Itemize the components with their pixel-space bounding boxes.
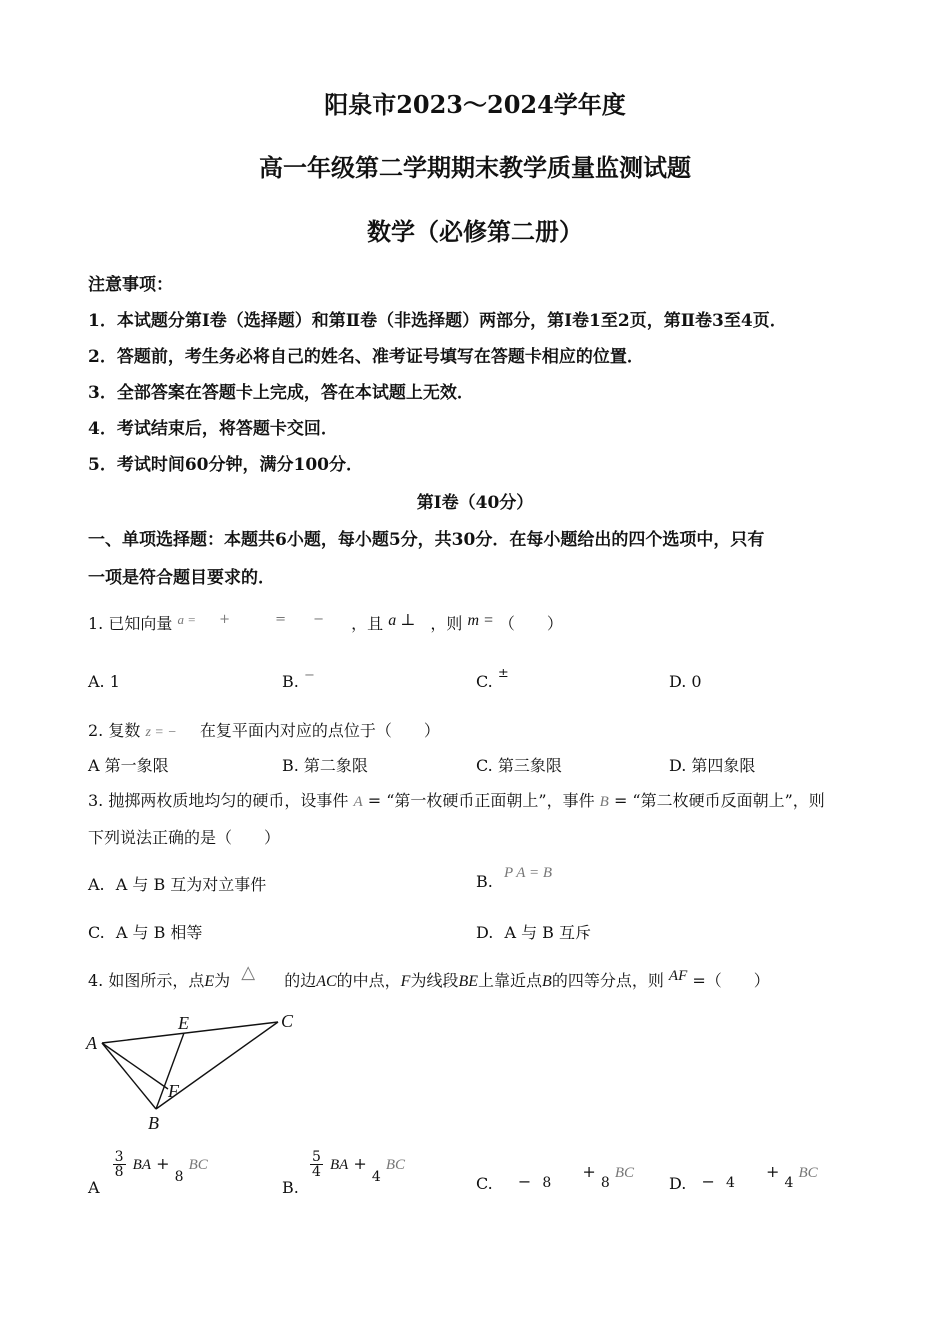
q1-suffix: （ ） bbox=[498, 614, 563, 633]
q2-fragment: z = − bbox=[145, 725, 177, 740]
q4-text-d: 的中点， bbox=[336, 971, 401, 990]
q3-event-b: B bbox=[599, 794, 609, 810]
q4-option-c-den2: 8 bbox=[600, 1175, 610, 1191]
q4-text-a: 4. 如图所示，点 bbox=[88, 971, 205, 990]
q4-text-c: 的边 bbox=[284, 971, 317, 990]
q4-text-f: 上靠近点 bbox=[478, 971, 543, 990]
q4-option-c-minus: − bbox=[517, 1172, 532, 1191]
q1-option-b-value: − bbox=[303, 668, 315, 683]
segment-ac bbox=[102, 1022, 278, 1043]
volume-heading: 第Ⅰ卷（40分） bbox=[416, 493, 534, 513]
q4-option-a-vec2: BC bbox=[188, 1157, 208, 1173]
q4-text-b: 为 bbox=[214, 971, 231, 990]
q4-option-a-num: 3 bbox=[114, 1149, 124, 1165]
q3-text-b: = “第一枚硬币正面朝上”，事件 bbox=[367, 791, 595, 810]
exam-title-line1: 阳泉市2023～2024学年度 bbox=[324, 90, 626, 119]
q4-option-d-minus: − bbox=[701, 1172, 715, 1191]
q3-option-d-text: A 与 B 互斥 bbox=[504, 923, 592, 942]
q3-option-a-label: A. bbox=[88, 875, 105, 894]
q2-option-d: D. 第四象限 bbox=[669, 756, 756, 775]
q4-option-a-den: 8 bbox=[114, 1164, 124, 1180]
question-3-line1 bbox=[88, 788, 825, 811]
q4-option-a-label: A bbox=[88, 1178, 100, 1197]
q3-option-a bbox=[88, 872, 266, 895]
q3-text-a: 3. 抛掷两枚质地均匀的硬币，设事件 bbox=[88, 791, 349, 810]
q4-option-a-den2: 8 bbox=[174, 1169, 184, 1185]
label-f: F bbox=[168, 1081, 179, 1101]
q3-option-c bbox=[88, 920, 202, 943]
q4-option-d-vec2: BC bbox=[798, 1165, 818, 1181]
q4-option-b-label: B. bbox=[282, 1178, 299, 1197]
notice-item-1: 1．本试题分第Ⅰ卷（选择题）和第Ⅱ卷（非选择题）两部分，第Ⅰ卷1至2页，第Ⅱ卷3至4页． bbox=[88, 311, 787, 331]
q3-event-a: A bbox=[353, 794, 363, 810]
notice-item-3: 3．全部答案在答题卡上完成，答在本试题上无效． bbox=[88, 383, 474, 403]
q4-option-b-den2: 4 bbox=[371, 1169, 381, 1185]
q1-option-b-label: B. bbox=[282, 672, 299, 691]
q4-option-c-vec2: BC bbox=[614, 1165, 635, 1181]
question-2 bbox=[88, 718, 440, 741]
q4-text-e: 为线段 bbox=[410, 971, 459, 990]
q4-option-a-vec1: BA bbox=[132, 1157, 151, 1173]
q4-text-g: 的四等分点，则 bbox=[551, 971, 664, 990]
q1-option-a: A. 1 bbox=[88, 672, 120, 691]
q1-option-c-label: C. bbox=[476, 672, 493, 691]
triangle-figure bbox=[80, 1005, 310, 1135]
q4-option-d-den2: 4 bbox=[784, 1175, 794, 1191]
q3-text-c: = “第二枚硬币反面朝上”，则 bbox=[613, 791, 825, 810]
q1-fragment-5: a ⊥ bbox=[388, 612, 416, 629]
q4-option-b-vec1: BA bbox=[329, 1157, 349, 1173]
q1-fragment-4: − bbox=[313, 612, 324, 627]
q4-option-a-plus: + bbox=[156, 1154, 170, 1173]
q4-option-d-label: D. bbox=[669, 1174, 687, 1193]
q4-vector-af: AF bbox=[668, 968, 688, 984]
q4-option-b-num: 5 bbox=[311, 1149, 321, 1165]
notice-item-4: 4．考试结束后，将答题卡交回． bbox=[88, 419, 338, 439]
segment-ab bbox=[102, 1043, 156, 1109]
exam-title-line2: 高一年级第二学期期末教学质量监测试题 bbox=[259, 153, 691, 182]
q4-option-d bbox=[669, 1150, 818, 1193]
label-b: B bbox=[148, 1113, 159, 1133]
q4-segment-be: BE bbox=[458, 973, 479, 990]
q4-point-b: B bbox=[542, 973, 552, 990]
q4-option-b-den: 4 bbox=[311, 1164, 321, 1180]
q4-option-c-den: 8 bbox=[542, 1175, 552, 1191]
q3-option-d bbox=[476, 920, 591, 943]
q2-suffix: 在复平面内对应的点位于（ ） bbox=[199, 721, 440, 740]
q1-fragment-2: + bbox=[219, 612, 230, 627]
part-instruction-line2: 一项是符合题目要求的． bbox=[88, 568, 275, 588]
exam-title-line3: 数学（必修第二册） bbox=[367, 217, 583, 246]
q4-point-f: F bbox=[400, 973, 411, 990]
q4-text-h: =（ ） bbox=[692, 971, 770, 990]
q4-triangle-symbol: △ bbox=[241, 962, 256, 983]
q3-option-d-label: D. bbox=[476, 923, 494, 942]
q4-option-c-plus: + bbox=[582, 1162, 596, 1181]
q1-option-c-value: ± bbox=[497, 666, 509, 681]
question-4 bbox=[88, 962, 770, 991]
q3-option-b bbox=[476, 865, 552, 892]
q4-option-b-plus: + bbox=[353, 1154, 367, 1173]
q4-segment-ac: AC bbox=[316, 973, 337, 990]
q1-fragment-3: = bbox=[275, 612, 286, 627]
label-e: E bbox=[178, 1013, 189, 1033]
q4-option-a bbox=[88, 1149, 208, 1197]
part-instruction-line1: 一、单项选择题：本题共6小题，每小题5分，共30分．在每小题给出的四个选项中，只有 bbox=[88, 530, 765, 550]
q1-fragment-6: m = bbox=[467, 612, 494, 629]
q4-option-c bbox=[476, 1150, 635, 1193]
q4-option-d-den: 4 bbox=[725, 1175, 735, 1191]
q4-option-d-plus: + bbox=[765, 1162, 780, 1181]
q1-mid: ，且 bbox=[351, 614, 384, 633]
question-3-line2: 下列说法正确的是（ ） bbox=[88, 828, 281, 847]
q3-option-a-text: A 与 B 互为对立事件 bbox=[115, 875, 267, 894]
q1-mid2: ，则 bbox=[430, 614, 463, 633]
q4-point-e: E bbox=[204, 973, 215, 990]
q2-option-a: A 第一象限 bbox=[88, 756, 169, 775]
q1-option-b bbox=[282, 668, 315, 691]
q1-fragment-1: a = bbox=[177, 612, 196, 627]
q1-prefix: 1. 已知向量 bbox=[88, 614, 173, 633]
q3-option-c-label: C. bbox=[88, 923, 105, 942]
question-1 bbox=[88, 611, 563, 634]
q2-option-b: B. 第二象限 bbox=[282, 756, 368, 775]
q1-option-c bbox=[476, 666, 509, 691]
q3-option-b-text: P A = B bbox=[503, 865, 552, 881]
q2-option-c: C. 第三象限 bbox=[476, 756, 562, 775]
q2-prefix: 2. 复数 bbox=[88, 721, 141, 740]
q4-option-b-fraction bbox=[310, 1150, 323, 1179]
label-a: A bbox=[86, 1033, 97, 1053]
notice-heading: 注意事项： bbox=[88, 275, 173, 295]
notice-item-5: 5．考试时间60分钟，满分100分． bbox=[88, 455, 363, 475]
q4-option-b bbox=[282, 1149, 406, 1197]
label-c: C bbox=[281, 1011, 294, 1031]
segment-af bbox=[102, 1043, 168, 1089]
q4-option-b-vec2: BC bbox=[385, 1157, 406, 1173]
notice-item-2: 2．答题前，考生务必将自己的姓名、准考证号填写在答题卡相应的位置． bbox=[88, 347, 644, 367]
q4-option-a-fraction bbox=[113, 1150, 126, 1179]
q3-option-b-label: B. bbox=[476, 872, 493, 891]
q1-option-d: D. 0 bbox=[669, 672, 702, 691]
q4-option-c-label: C. bbox=[476, 1174, 493, 1193]
q3-option-c-text: A 与 B 相等 bbox=[115, 923, 203, 942]
